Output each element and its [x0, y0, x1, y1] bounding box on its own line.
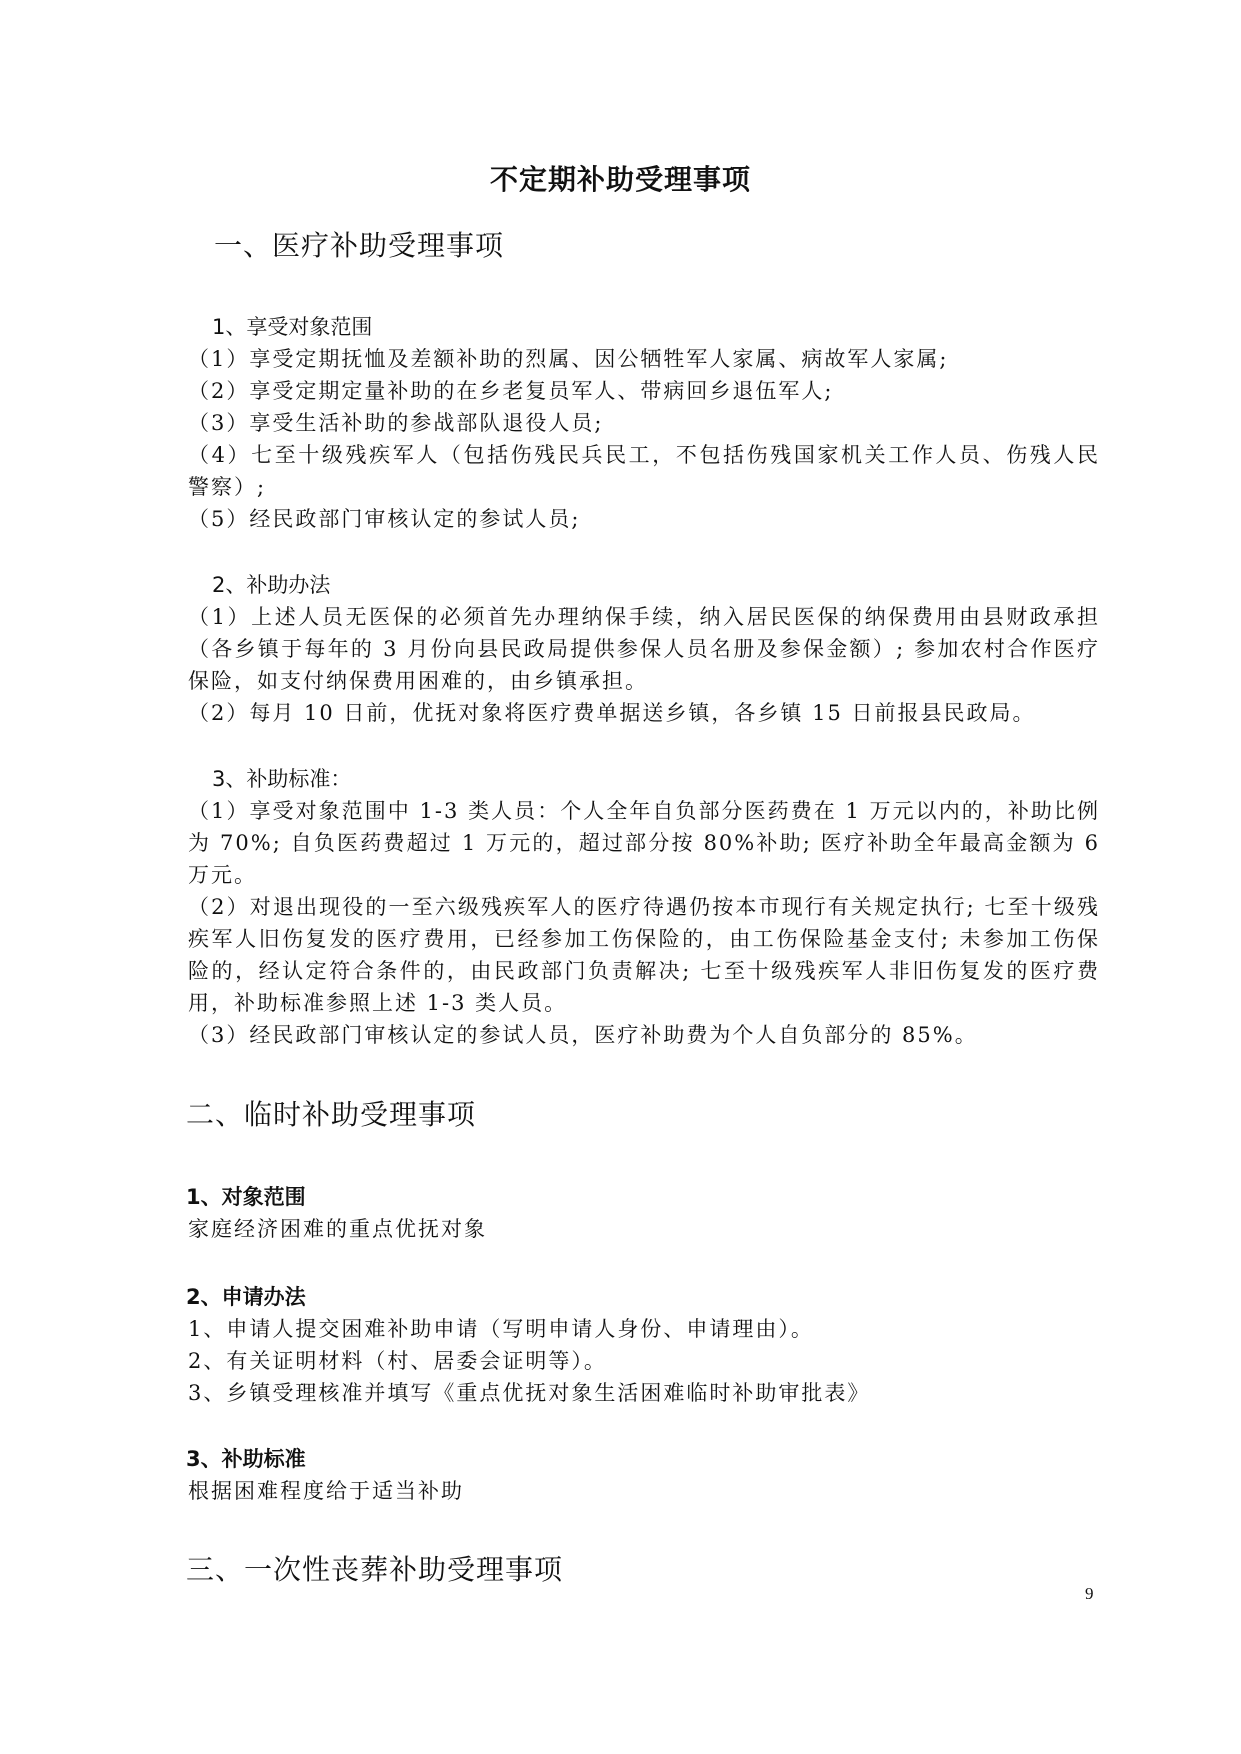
subheading-method: 2、补助办法: [212, 573, 331, 597]
subheading-standard: 3、补助标准：: [212, 767, 352, 791]
subsidy-standard-text: 根据困难程度给于适当补助: [188, 1479, 464, 1503]
page-title: 不定期补助受理事项: [489, 163, 751, 196]
standard-item: （3）经民政部门审核认定的参试人员，医疗补助费为个人自负部分的 85%。: [188, 1023, 978, 1047]
application-item: 3、乡镇受理核准并填写《重点优抚对象生活困难临时补助审批表》: [188, 1381, 871, 1405]
eligibility-item: （5）经民政部门审核认定的参试人员;: [188, 507, 581, 531]
eligibility-item: （4）七至十级残疾军人（包括伤残民兵民工，不包括伤残国家机关工作人员、伤残人民警察）;: [188, 443, 1100, 499]
standard-item: （2）对退出现役的一至六级残疾军人的医疗待遇仍按本市现行有关规定执行; 七至十级残疾军人旧伤复发的医疗费用，已经参加工伤保险的，由工伤保险基金支付; 未参加工伤保险的，经认定符合条件的，由民政部门负责解决; 七至十级残疾军人非旧伤复发的医疗费用，补助标准参照上述 1-3 类人员。: [188, 895, 1100, 1015]
method-item: （1）上述人员无医保的必须首先办理纳保手续，纳入居民医保的纳保费用由县财政承担（各乡镇于每年的 3 月份向县民政局提供参保人员名册及参保金额）; 参加农村合作医疗保险，如支付纳保费用困难的，由乡镇承担。: [188, 605, 1100, 693]
subheading-subsidy-standard: 3、补助标准: [186, 1447, 306, 1471]
subheading-eligibility: 1、享受对象范围: [212, 315, 373, 339]
method-item: （2）每月 10 日前，优抚对象将医疗费单据送乡镇，各乡镇 15 日前报县民政局。: [188, 701, 1036, 725]
section-heading-temporary: 二、临时补助受理事项: [186, 1098, 477, 1131]
standard-item: （1）享受对象范围中 1-3 类人员：个人全年自负部分医药费在 1 万元以内的，补助比例为 70%; 自负医药费超过 1 万元的，超过部分按 80%补助; 医疗补助全年最高金额为 6 万元。: [188, 799, 1100, 887]
subheading-application: 2、申请办法: [186, 1285, 306, 1309]
application-item: 1、申请人提交困难补助申请（写明申请人身份、申请理由）。: [188, 1317, 814, 1341]
section-heading-medical: 一、医疗补助受理事项: [214, 229, 505, 262]
subheading-target: 1、对象范围: [186, 1185, 306, 1209]
page-number: 9: [1085, 1584, 1094, 1603]
eligibility-item: （1）享受定期抚恤及差额补助的烈属、因公牺牲军人家属、病故军人家属;: [188, 347, 949, 371]
section-heading-funeral: 三、一次性丧葬补助受理事项: [186, 1553, 564, 1586]
eligibility-item: （2）享受定期定量补助的在乡老复员军人、带病回乡退伍军人;: [188, 379, 834, 403]
eligibility-item: （3）享受生活补助的参战部队退役人员;: [188, 411, 604, 435]
application-item: 2、有关证明材料（村、居委会证明等）。: [188, 1349, 607, 1373]
target-text: 家庭经济困难的重点优抚对象: [188, 1217, 487, 1241]
